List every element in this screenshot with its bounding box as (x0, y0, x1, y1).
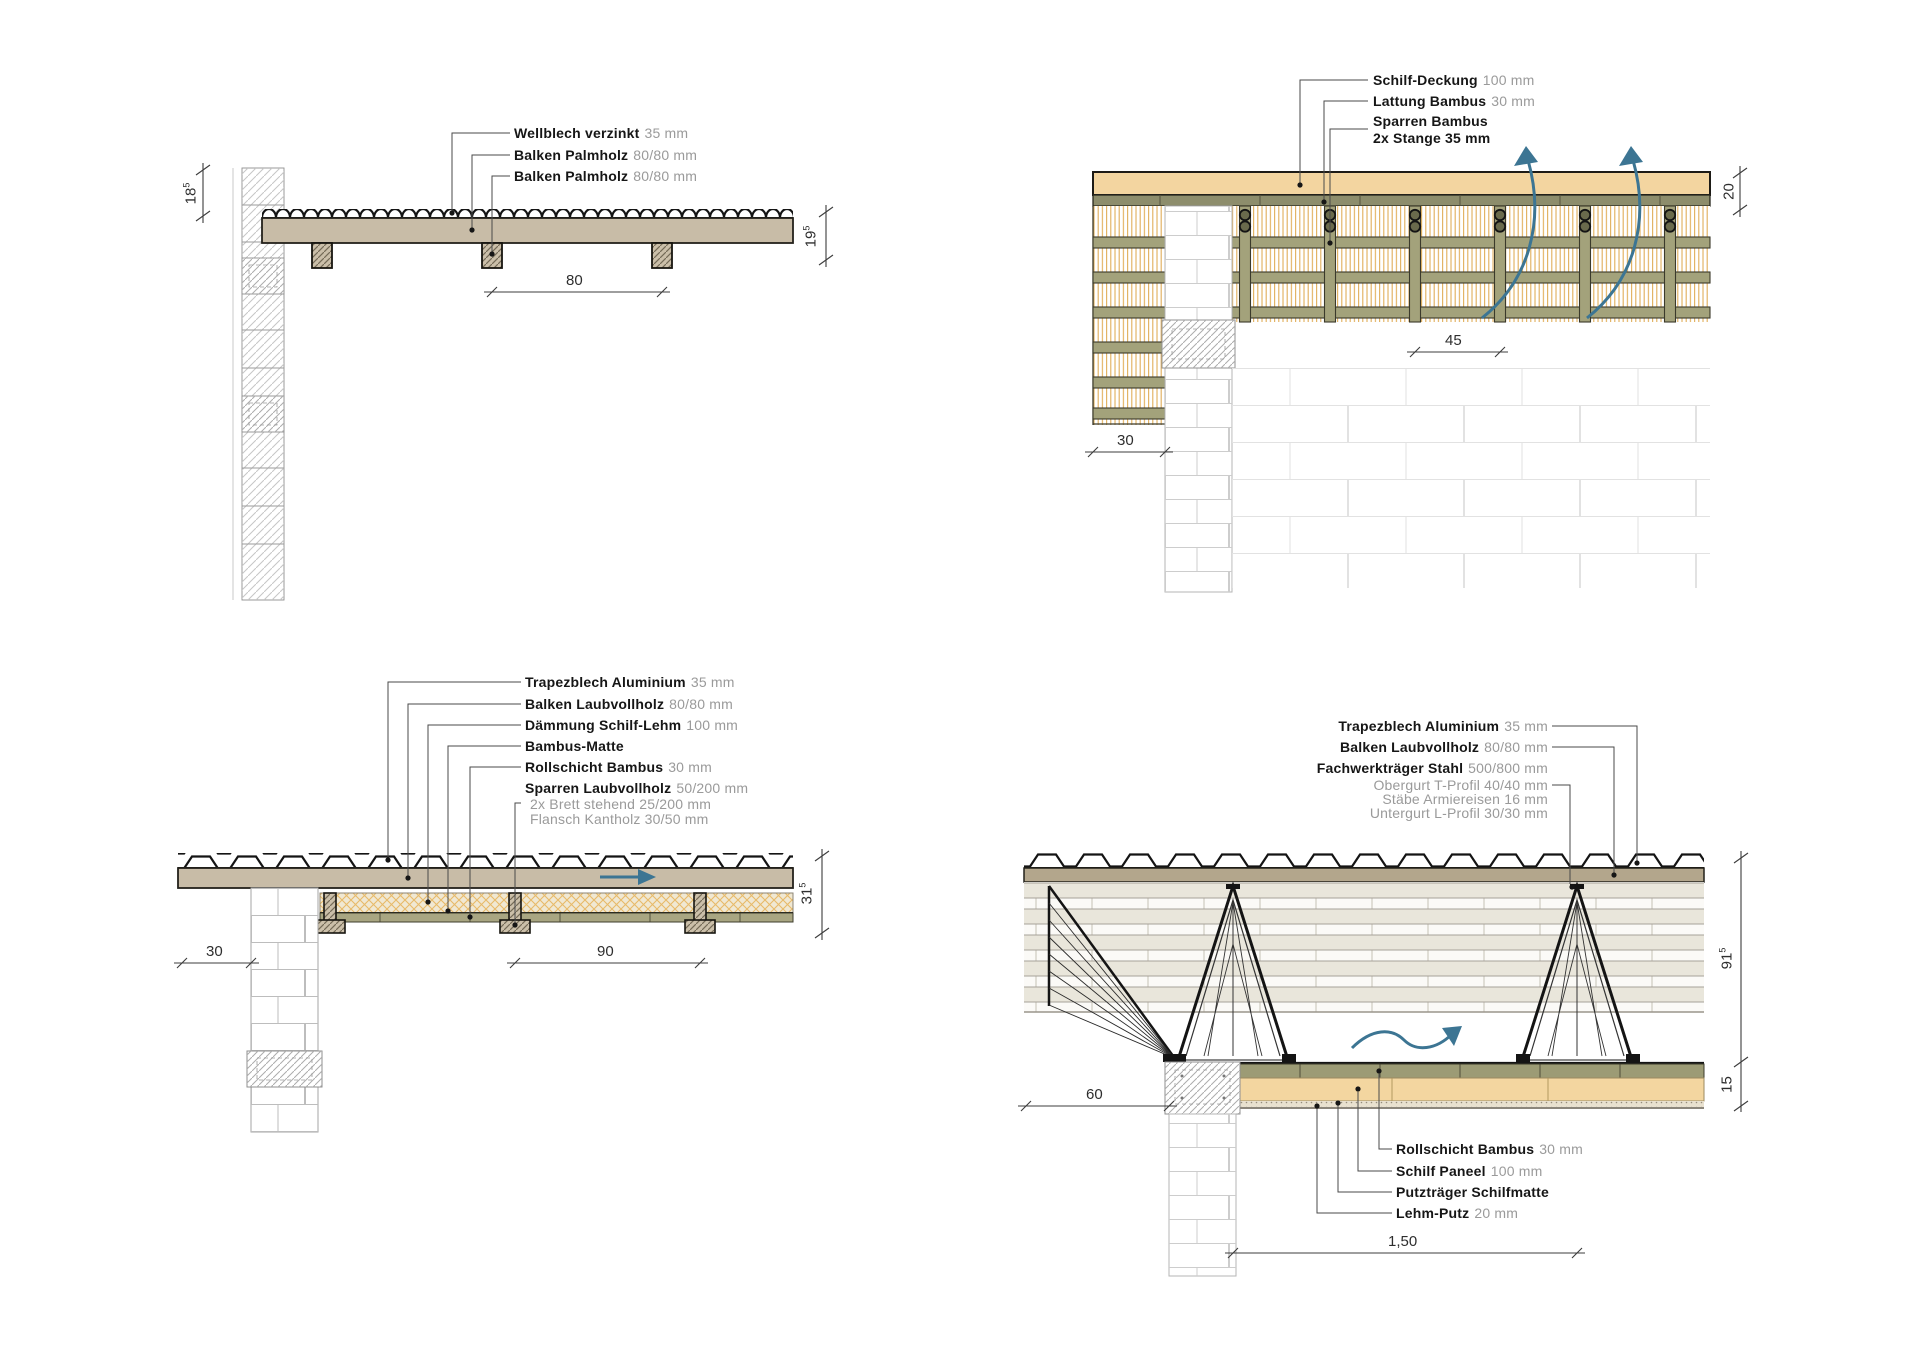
timber-beam-layer (178, 868, 793, 888)
insulation-layer (320, 893, 793, 913)
material-label: Balken Laubvollholz 80/80 mm (525, 696, 734, 712)
ring-beam-block (247, 1051, 322, 1087)
masonry-wall-column (1162, 206, 1235, 592)
timber-beam-layer (1024, 868, 1704, 882)
material-label: Rollschicht Bambus 30 mm (525, 759, 712, 775)
dimension-text: 1,50 (1388, 1233, 1418, 1250)
material-label: Lattung Bambus 30 mm (1373, 93, 1536, 109)
ring-beam-block (242, 396, 284, 432)
bamboo-battens-layer (1093, 195, 1710, 206)
reed-thatch-layer (1093, 172, 1710, 195)
material-label: Balken Laubvollholz 80/80 mm (1339, 739, 1548, 755)
corrugated-sheet (262, 209, 793, 218)
ring-beam-block (242, 258, 284, 294)
material-label: Sparren Bambus (1373, 113, 1488, 129)
plaster-carrier-mat (1236, 1101, 1704, 1107)
material-label: Flansch Kantholz 30/50 mm (530, 811, 709, 827)
material-label: Untergurt L-Profil 30/30 mm (1369, 805, 1548, 821)
masonry-elevation (1232, 368, 1710, 588)
palm-beam-layer (262, 218, 793, 243)
dimension-text: 20 (1720, 183, 1738, 200)
dimension-text: 45 (1445, 332, 1462, 349)
bamboo-roll-layer (1236, 1064, 1704, 1078)
material-label: Trapezblech Aluminium 35 mm (525, 674, 735, 690)
dimension-text: $31^5$ (797, 882, 816, 905)
reed-panel-layer (1236, 1078, 1704, 1101)
bamboo-roll-layer (320, 913, 793, 922)
dimension-text: 15 (1718, 1076, 1736, 1093)
trapezoidal-sheet (178, 853, 793, 868)
material-label: Sparren Laubvollholz 50/200 mm (525, 780, 749, 796)
dimension-text: 90 (597, 943, 614, 960)
material-label: Balken Palmholz 80/80 mm (514, 168, 698, 184)
material-label: Dämmung Schilf-Lehm 100 mm (525, 717, 739, 733)
trapezoidal-sheet (1024, 853, 1704, 868)
material-label: 2x Brett stehend 25/200 mm (530, 796, 712, 812)
panel-trapezblech-laubholz (174, 682, 829, 1132)
dimension-text: $18^5$ (181, 182, 200, 205)
ceiling-layers (1236, 1063, 1704, 1108)
panel-schilf-bambus (1085, 80, 1747, 592)
panel-wellblech-palmholz (196, 133, 833, 600)
material-label: Obergurt T-Profil 40/40 mm (1373, 777, 1548, 793)
dimension-text: 30 (206, 943, 223, 960)
material-label: Schilf Paneel 100 mm (1396, 1163, 1543, 1179)
material-label: Rollschicht Bambus 30 mm (1396, 1141, 1583, 1157)
material-label: Trapezblech Aluminium 35 mm (1338, 718, 1548, 734)
ring-beam-block (1162, 320, 1235, 368)
material-label: Stäbe Armiereisen 16 mm (1382, 791, 1548, 807)
material-label: 2x Stange 35 mm (1373, 130, 1491, 146)
material-label: Balken Palmholz 80/80 mm (514, 147, 698, 163)
material-label: Wellblech verzinkt 35 mm (514, 125, 689, 141)
masonry-wall (1165, 1062, 1240, 1276)
material-label: Fachwerkträger Stahl 500/800 mm (1316, 760, 1548, 776)
masonry-wall (247, 888, 322, 1132)
dimension-text: 60 (1086, 1086, 1103, 1103)
dimension-text: $91^5$ (1717, 947, 1736, 970)
dimension-text: 80 (566, 272, 583, 289)
dimension-text: $19^5$ (801, 225, 820, 248)
material-label: Bambus-Matte (525, 738, 624, 754)
material-label: Schilf-Deckung 100 mm (1373, 72, 1535, 88)
material-label: Lehm-Putz 20 mm (1396, 1205, 1519, 1221)
material-label: Putzträger Schilfmatte (1396, 1184, 1549, 1200)
airflow-wave-arrow-icon (1352, 1026, 1462, 1048)
dimension-text: 30 (1117, 432, 1134, 449)
